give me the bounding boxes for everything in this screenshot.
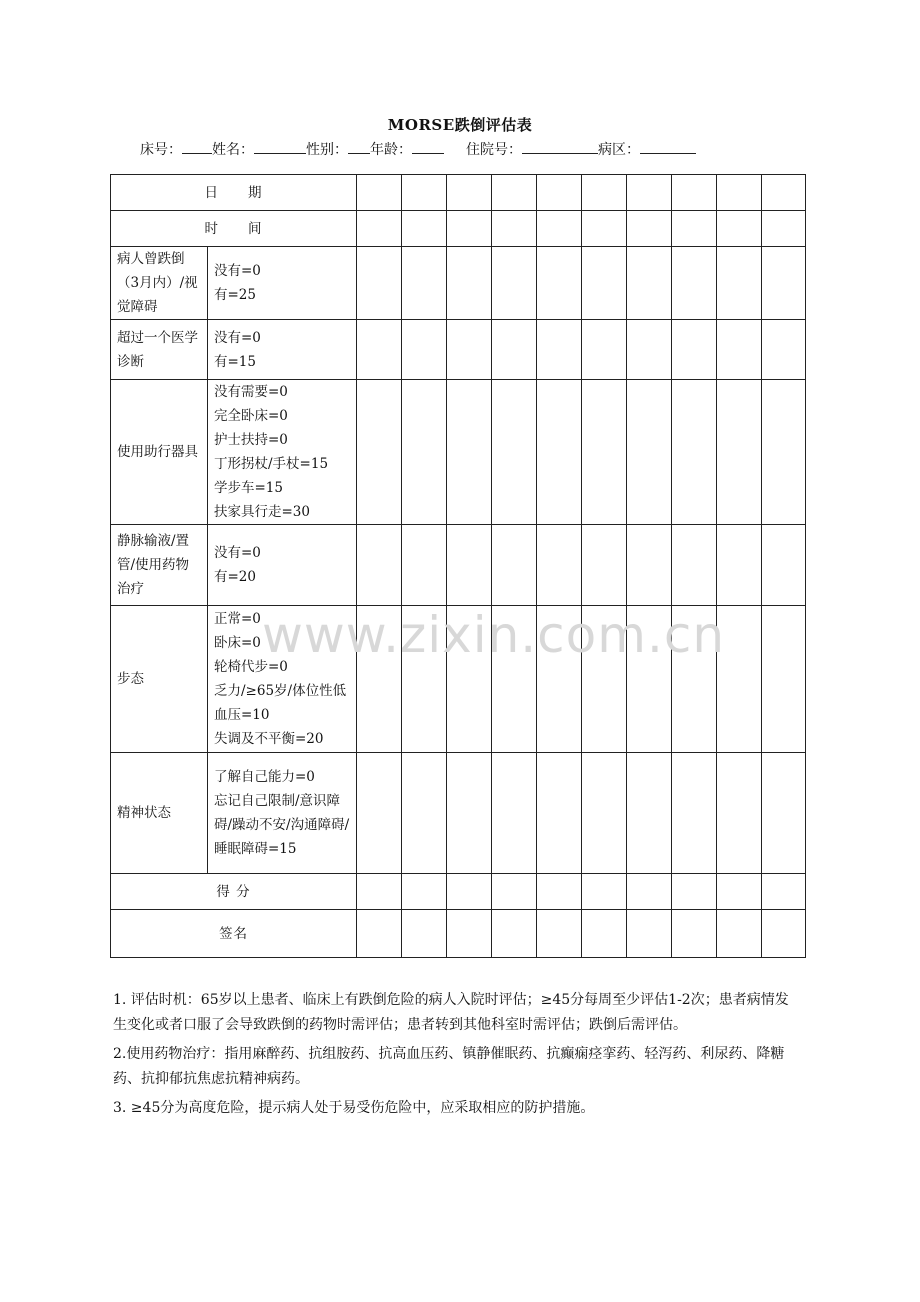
score-entry-cell[interactable]	[627, 525, 672, 606]
age-label: 年龄：	[370, 142, 412, 158]
page-title: MORSE跌倒评估表	[387, 116, 533, 134]
assessment-item-label: 步态	[111, 606, 208, 753]
time-row	[111, 211, 806, 247]
score-entry-cell[interactable]	[717, 753, 762, 874]
score-entry-cell[interactable]	[762, 211, 806, 247]
score-entry-cell[interactable]	[717, 380, 762, 525]
score-entry-cell[interactable]	[582, 753, 627, 874]
score-entry-cell[interactable]	[447, 380, 492, 525]
score-entry-cell[interactable]	[402, 525, 447, 606]
ward-label: 病区：	[598, 142, 640, 158]
score-option: 丁形拐杖/手杖=15	[214, 456, 329, 472]
score-row	[111, 874, 806, 910]
score-option: 完全卧床=0	[214, 408, 288, 424]
score-entry-cell[interactable]	[537, 910, 582, 958]
date-row-label: 日 期	[111, 175, 357, 211]
score-entry-cell[interactable]	[357, 380, 402, 525]
assessment-item-label: 精神状态	[111, 753, 208, 874]
admission-label: 住院号：	[466, 142, 522, 158]
score-entry-cell[interactable]	[402, 606, 447, 753]
score-option: 乏力/≥65岁/体位性低血压=10	[214, 683, 347, 723]
score-entry-cell[interactable]	[357, 211, 402, 247]
score-entry-cell[interactable]	[537, 380, 582, 525]
score-entry-cell[interactable]	[672, 175, 717, 211]
score-option: 没有=0	[214, 263, 261, 279]
score-entry-cell[interactable]	[582, 874, 627, 910]
score-entry-cell[interactable]	[492, 753, 537, 874]
score-entry-cell[interactable]	[402, 874, 447, 910]
assessment-item-label: 使用助行器具	[111, 380, 208, 525]
assessment-row	[111, 247, 806, 320]
score-entry-cell[interactable]	[537, 606, 582, 753]
score-entry-cell[interactable]	[672, 753, 717, 874]
score-entry-cell[interactable]	[582, 175, 627, 211]
score-entry-cell[interactable]	[402, 247, 447, 320]
score-entry-cell[interactable]	[582, 247, 627, 320]
score-entry-cell[interactable]	[492, 211, 537, 247]
score-entry-cell[interactable]	[627, 211, 672, 247]
score-entry-cell[interactable]	[447, 525, 492, 606]
score-entry-cell[interactable]	[717, 525, 762, 606]
score-entry-cell[interactable]	[537, 175, 582, 211]
score-entry-cell[interactable]	[717, 175, 762, 211]
score-entry-cell[interactable]	[762, 525, 806, 606]
assessment-options	[208, 380, 357, 525]
date-row	[111, 175, 806, 211]
score-entry-cell[interactable]	[762, 380, 806, 525]
score-entry-cell[interactable]	[717, 606, 762, 753]
score-entry-cell[interactable]	[717, 211, 762, 247]
score-entry-cell[interactable]	[537, 247, 582, 320]
score-option: 没有=0	[214, 545, 261, 561]
morse-assessment-table	[110, 174, 806, 958]
score-entry-cell[interactable]	[357, 320, 402, 380]
score-option: 没有=0	[214, 329, 261, 346]
score-entry-cell[interactable]	[492, 910, 537, 958]
score-entry-cell[interactable]	[762, 247, 806, 320]
assessment-row	[111, 320, 806, 380]
score-entry-cell[interactable]	[492, 525, 537, 606]
score-entry-cell[interactable]	[447, 753, 492, 874]
score-entry-cell[interactable]	[447, 874, 492, 910]
notes-section	[113, 988, 801, 1125]
note-1: 1. 评估时机：65岁以上患者、临床上有跌倒危险的病人入院时评估；≥45分每周至少评估1-2次；患者病情发生变化或者口服了会导致跌倒的药物时需评估；患者转到其他科室时需评估；跌倒后需评估。	[113, 992, 789, 1033]
score-option: 轮椅代步=0	[214, 659, 288, 675]
sex-blank	[348, 139, 370, 154]
score-entry-cell[interactable]	[762, 910, 806, 958]
score-entry-cell[interactable]	[357, 753, 402, 874]
assessment-row	[111, 753, 806, 874]
score-option: 有=20	[214, 569, 256, 585]
score-entry-cell[interactable]	[537, 874, 582, 910]
assessment-row	[111, 525, 806, 606]
score-entry-cell[interactable]	[582, 380, 627, 525]
age-blank	[412, 139, 444, 154]
score-entry-cell[interactable]	[537, 525, 582, 606]
score-entry-cell[interactable]	[357, 525, 402, 606]
score-entry-cell[interactable]	[582, 910, 627, 958]
score-option: 卧床=0	[214, 635, 261, 651]
assessment-item-label: 超过一个医学诊断	[111, 320, 208, 380]
score-option: 有=15	[214, 353, 256, 370]
score-entry-cell[interactable]	[357, 874, 402, 910]
score-entry-cell[interactable]	[717, 910, 762, 958]
score-entry-cell[interactable]	[627, 606, 672, 753]
time-row-label: 时 间	[111, 211, 357, 247]
score-entry-cell[interactable]	[447, 247, 492, 320]
score-entry-cell[interactable]	[357, 247, 402, 320]
score-entry-cell[interactable]	[357, 175, 402, 211]
name-label: 姓名：	[212, 142, 254, 158]
score-entry-cell[interactable]	[672, 874, 717, 910]
bed-label: 床号：	[140, 142, 182, 158]
score-entry-cell[interactable]	[762, 874, 806, 910]
score-entry-cell[interactable]	[447, 320, 492, 380]
score-entry-cell[interactable]	[762, 320, 806, 380]
score-entry-cell[interactable]	[402, 320, 447, 380]
score-entry-cell[interactable]	[582, 525, 627, 606]
score-entry-cell[interactable]	[627, 753, 672, 874]
note-3: 3. ≥45分为高度危险，提示病人处于易受伤危险中，应采取相应的防护措施。	[113, 1100, 595, 1116]
score-entry-cell[interactable]	[447, 606, 492, 753]
bed-blank	[182, 139, 212, 154]
score-entry-cell[interactable]	[762, 606, 806, 753]
score-entry-cell[interactable]	[402, 175, 447, 211]
score-entry-cell[interactable]	[717, 320, 762, 380]
score-option: 扶家具行走=30	[214, 504, 310, 520]
score-entry-cell[interactable]	[627, 175, 672, 211]
score-entry-cell[interactable]	[402, 753, 447, 874]
assessment-item-label: 静脉输液/置管/使用药物治疗	[111, 525, 208, 606]
score-entry-cell[interactable]	[492, 380, 537, 525]
score-entry-cell[interactable]	[492, 247, 537, 320]
score-entry-cell[interactable]	[582, 606, 627, 753]
score-option: 护士扶持=0	[214, 432, 288, 448]
score-entry-cell[interactable]	[672, 320, 717, 380]
score-entry-cell[interactable]	[672, 380, 717, 525]
assessment-row	[111, 606, 806, 753]
score-entry-cell[interactable]	[672, 211, 717, 247]
score-entry-cell[interactable]	[582, 211, 627, 247]
score-entry-cell[interactable]	[672, 606, 717, 753]
score-entry-cell[interactable]	[402, 211, 447, 247]
score-entry-cell[interactable]	[762, 753, 806, 874]
ward-blank	[640, 139, 696, 154]
assessment-row	[111, 380, 806, 525]
sex-label: 性别：	[306, 142, 348, 158]
score-entry-cell[interactable]	[447, 211, 492, 247]
score-option: 有=25	[214, 287, 256, 303]
score-option: 了解自己能力=0	[214, 769, 315, 785]
score-entry-cell[interactable]	[402, 910, 447, 958]
score-entry-cell[interactable]	[447, 175, 492, 211]
assessment-options	[208, 606, 357, 753]
score-entry-cell[interactable]	[717, 247, 762, 320]
signature-row-label: 签名	[111, 910, 357, 958]
score-entry-cell[interactable]	[672, 247, 717, 320]
score-entry-cell[interactable]	[717, 874, 762, 910]
score-entry-cell[interactable]	[627, 247, 672, 320]
assessment-options	[208, 320, 357, 380]
signature-row	[111, 910, 806, 958]
assessment-options	[208, 247, 357, 320]
score-entry-cell[interactable]	[492, 175, 537, 211]
score-entry-cell[interactable]	[537, 320, 582, 380]
score-entry-cell[interactable]	[627, 874, 672, 910]
score-entry-cell[interactable]	[492, 606, 537, 753]
score-row-label: 得 分	[111, 874, 357, 910]
score-entry-cell[interactable]	[537, 753, 582, 874]
score-option: 失调及不平衡=20	[214, 731, 324, 747]
score-entry-cell[interactable]	[672, 525, 717, 606]
score-entry-cell[interactable]	[672, 910, 717, 958]
note-2: 2.使用药物治疗：指用麻醉药、抗组胺药、抗高血压药、镇静催眠药、抗癫痫痉挛药、轻泻药、利尿药、降糖药、抗抑郁抗焦虑抗精神病药。	[113, 1046, 785, 1087]
score-entry-cell[interactable]	[627, 320, 672, 380]
score-entry-cell[interactable]	[402, 380, 447, 525]
name-blank	[254, 139, 306, 154]
score-entry-cell[interactable]	[357, 606, 402, 753]
score-entry-cell[interactable]	[627, 910, 672, 958]
watermark: www.zixin.com.cn	[262, 606, 726, 664]
assessment-options	[208, 525, 357, 606]
score-option: 忘记自己限制/意识障碍/躁动不安/沟通障碍/睡眠障碍=15	[214, 793, 350, 857]
assessment-item-label: 病人曾跌倒（3月内）/视觉障碍	[111, 247, 208, 320]
score-entry-cell[interactable]	[492, 874, 537, 910]
score-entry-cell[interactable]	[627, 380, 672, 525]
score-entry-cell[interactable]	[537, 211, 582, 247]
score-entry-cell[interactable]	[492, 320, 537, 380]
score-entry-cell[interactable]	[447, 910, 492, 958]
score-entry-cell[interactable]	[582, 320, 627, 380]
admission-blank	[522, 139, 598, 154]
score-entry-cell[interactable]	[762, 175, 806, 211]
score-option: 学步车=15	[214, 480, 283, 496]
score-option: 正常=0	[214, 611, 261, 627]
patient-info-line	[140, 139, 696, 159]
score-entry-cell[interactable]	[357, 910, 402, 958]
assessment-options	[208, 753, 357, 874]
score-option: 没有需要=0	[214, 384, 288, 400]
